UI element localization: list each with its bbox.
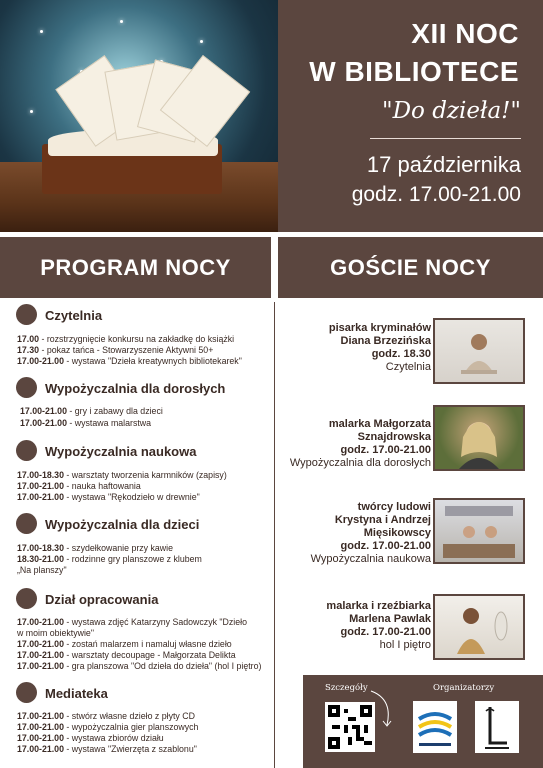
event-line — [17, 345, 213, 356]
section-title: Czytelnia — [45, 308, 103, 323]
event-text: - stwórz własne dzieło z płyty CD — [63, 711, 195, 721]
event-text: „Na planszy" — [17, 565, 67, 575]
section-title: Wypożyczalnia dla dzieci — [45, 517, 200, 532]
event-text: w moim obiektywie" — [17, 628, 94, 638]
event-time: 17.00-21.00 — [17, 481, 64, 491]
event-line — [17, 470, 227, 481]
bullet-circle-icon — [16, 588, 37, 609]
event-text: - wystawa malarstwa — [66, 418, 152, 428]
details-label: Szczegóły — [325, 683, 368, 693]
guest-photo — [433, 594, 525, 660]
header-panel — [278, 0, 543, 232]
bullet-circle-icon — [16, 377, 37, 398]
organizer-logo-icon — [413, 701, 457, 753]
guest-info — [221, 322, 431, 374]
event-text: Diana Brzezińska — [340, 335, 431, 347]
event-text: - nauka haftowania — [63, 481, 141, 491]
event-line — [17, 744, 197, 755]
event-text: - rodzinne gry planszowe z klubem — [63, 554, 202, 564]
hero-image-open-book — [0, 0, 278, 232]
event-line — [20, 406, 163, 417]
event-line — [17, 481, 141, 492]
event-text: pisarka kryminałów — [328, 322, 431, 334]
event-text: - wystawa "Dzieła kreatywnych bibliotekarek" — [63, 356, 242, 366]
guest-photo — [433, 318, 525, 384]
event-text: Sznajdrowska — [357, 431, 431, 443]
section-title: Wypożyczalnia naukowa — [45, 444, 197, 459]
event-line — [17, 722, 198, 733]
header-divider — [370, 138, 521, 139]
event-time: 17.00-21.00 — [17, 722, 64, 732]
event-title-line1: XII NOC — [411, 18, 519, 49]
qr-code-icon[interactable] — [325, 702, 375, 752]
event-time: 17.00-21.00 — [20, 406, 67, 416]
event-time: 17.00-21.00 — [17, 744, 64, 754]
event-time: 17.00-21.00 — [17, 617, 64, 627]
event-text: godz. 17.00-21.00 — [340, 626, 431, 638]
event-text: - zostań malarzem i namaluj własne dzieło — [63, 639, 232, 649]
event-text: - gry i zabawy dla dzieci — [66, 406, 163, 416]
event-text: - wystawa "Rękodzieło w drewnie" — [63, 492, 200, 502]
event-text: Mięsikowscy — [363, 527, 431, 539]
event-text: - szydełkowanie przy kawie — [63, 543, 173, 553]
event-line — [17, 554, 202, 565]
bullet-circle-icon — [16, 304, 37, 325]
event-line — [17, 356, 242, 367]
program-heading: PROGRAM NOCY — [0, 237, 271, 298]
event-line — [17, 565, 67, 576]
event-time: 17.00-21.00 — [20, 418, 67, 428]
guest-info — [221, 501, 431, 566]
guests-heading: GOŚCIE NOCY — [278, 237, 543, 298]
event-time: godz. 17.00-21.00 — [351, 183, 521, 206]
event-text: - gra planszowa "Od dzieła do dzieła" (hol I piętro) — [63, 661, 262, 671]
event-text: - wypożyczalnia gier planszowych — [63, 722, 199, 732]
footer-panel — [303, 675, 543, 768]
guest-photo — [433, 498, 525, 564]
event-line — [17, 617, 247, 628]
event-line — [20, 418, 151, 429]
section-title: Mediateka — [45, 686, 108, 701]
event-text: godz. 18.30 — [371, 348, 431, 360]
event-time: 17.00-21.00 — [17, 639, 64, 649]
event-text: Wypożyczalnia dla dorosłych — [289, 457, 431, 469]
event-text: - wystawa zdjęć Katarzyny Sadowczyk "Dzieło — [63, 617, 248, 627]
event-text: hol I piętro — [379, 639, 431, 651]
section-title: Dział opracowania — [45, 592, 159, 607]
event-time: 17.00 — [17, 334, 40, 344]
guest-photo — [433, 405, 525, 471]
event-time: 17.00-18.30 — [17, 543, 64, 553]
event-line — [17, 639, 232, 650]
event-time: 17.00-21.00 — [17, 492, 64, 502]
event-text: Marlena Pawlak — [349, 613, 431, 625]
event-line — [17, 661, 261, 672]
event-title-line2: W BIBLIOTECE — [309, 56, 519, 87]
event-text: - warsztaty decoupage - Małgorzata Delikta — [63, 650, 236, 660]
bullet-circle-icon — [16, 513, 37, 534]
event-time: 17.00-18.30 — [17, 470, 64, 480]
event-text: Wypożyczalnia naukowa — [310, 553, 431, 565]
organizers-label: Organizatorzy — [433, 683, 495, 693]
event-line — [17, 733, 164, 744]
event-time: 17.00-21.00 — [17, 661, 64, 671]
guest-info — [221, 600, 431, 652]
event-line — [17, 628, 94, 639]
event-time: 17.00-21.00 — [17, 733, 64, 743]
event-time: 17.00-21.00 — [17, 650, 64, 660]
event-time: 18.30-21.00 — [17, 554, 64, 564]
bullet-circle-icon — [16, 682, 37, 703]
event-subtitle: "Do dzieła!" — [382, 98, 521, 124]
event-line — [17, 492, 200, 503]
event-line — [17, 650, 236, 661]
event-time: 17.00-21.00 — [17, 711, 64, 721]
event-text: twórcy ludowi — [357, 501, 431, 513]
event-date: 17 października — [366, 152, 521, 177]
event-text: malarka i rzeźbiarka — [326, 600, 431, 612]
event-time: 17.00-21.00 — [17, 356, 64, 366]
event-text: - warsztaty tworzenia karmników (zapisy) — [63, 470, 227, 480]
section-title: Wypożyczalnia dla dorosłych — [45, 381, 226, 396]
event-text: malarka Małgorzata — [328, 418, 431, 430]
event-text: Krystyna i Andrzej — [334, 514, 431, 526]
event-time: 17.30 — [17, 345, 40, 355]
event-text: Czytelnia — [385, 361, 431, 373]
organizer-logo-icon — [475, 701, 519, 753]
event-line — [17, 711, 195, 722]
bullet-circle-icon — [16, 440, 37, 461]
event-text: - rozstrzygnięcie konkursu na zakładkę do książki — [39, 334, 235, 344]
event-text: - pokaz tańca - Stowarzyszenie Aktywni 50+ — [39, 345, 214, 355]
event-text: godz. 17.00-21.00 — [340, 444, 431, 456]
guest-info — [221, 418, 431, 470]
event-text: - wystawa "Zwierzęta z szablonu" — [63, 744, 197, 754]
event-line — [17, 334, 234, 345]
event-text: godz. 17.00-21.00 — [340, 540, 431, 552]
event-line — [17, 543, 173, 554]
event-text: - wystawa zbiorów działu — [63, 733, 164, 743]
